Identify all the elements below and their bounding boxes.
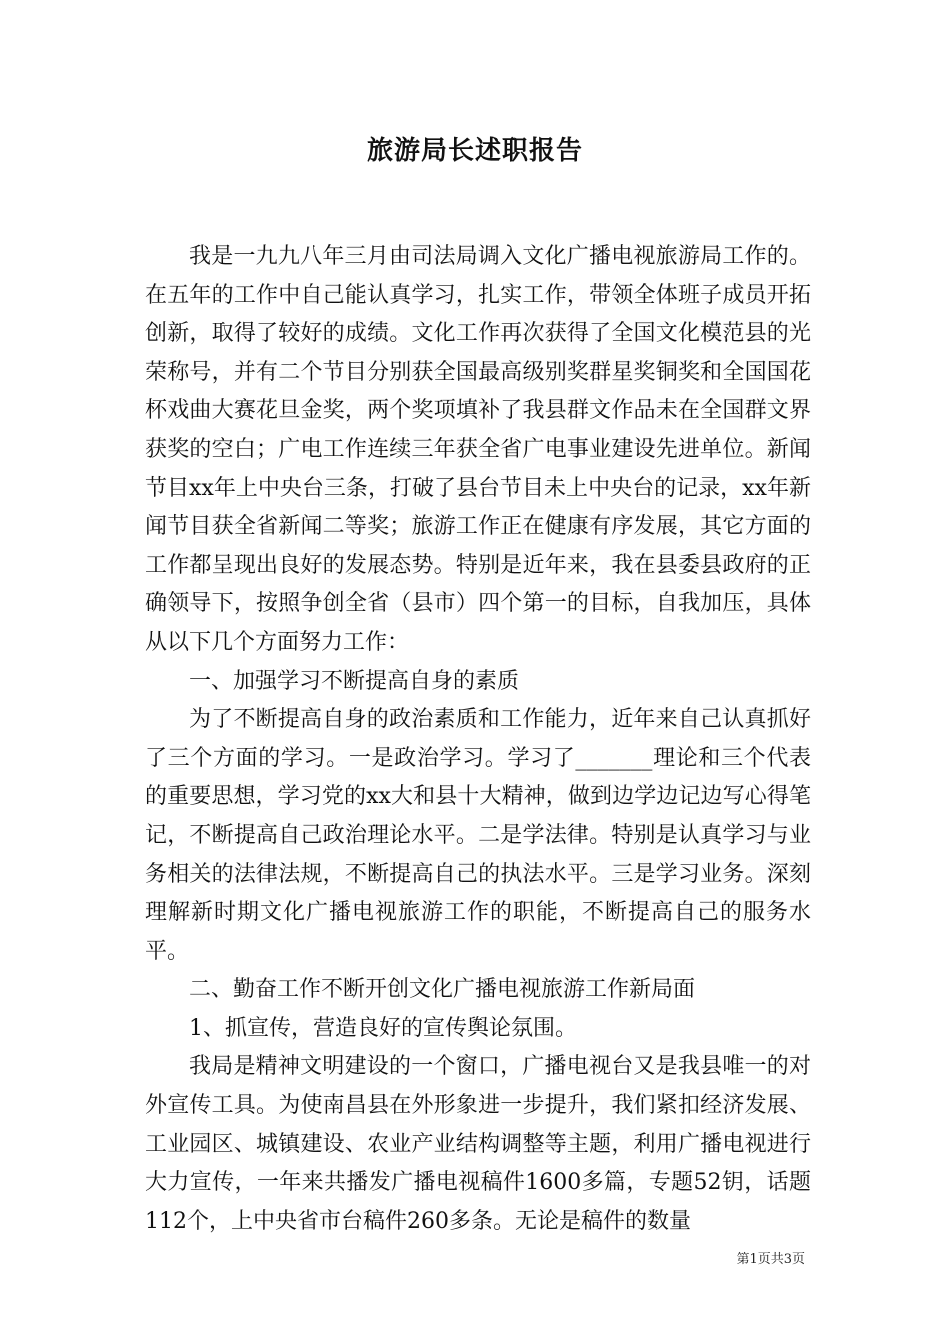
document-title: 旅游局长述职报告	[366, 136, 583, 166]
subsection-heading-1: 1、抓宣传，营造良好的宣传舆论氛围。	[189, 1015, 577, 1041]
paragraph-intro: 我是一九九八年三月由司法局调入文化广播电视旅游局工作的。在五年的工作中自己能认真学习，扎实工作，带领全体班子成员开拓创新，取得了较好的成绩。文化工作再次获得了全国文化模范县的光荣称号，并有二个节目分别获全国最高级别奖群星奖铜奖和全国国花杯戏曲大赛花旦金奖，两个奖项填补了我县群文作品未在全国群文界获奖的空白；广电工作连续三年获全省广电事业建设先进单位。新闻节目xx年上中央台三条，打破了县台节目未上中央台的记录，xx年新闻节目获全省新闻二等奖；旅游工作正在健康有序发展，其它方面的工作都呈现出良好的发展态势。特别是近年来，我在县委县政府的正确领导下，按照争创全省（县市）四个第一的目标，自我加压，具体从以下几个方面努力工作：	[145, 244, 811, 655]
paragraph-study: 为了不断提高自身的政治素质和工作能力，近年来自己认真抓好了三个方面的学习。一是政治学习。学习了_______理论和三个代表的重要思想，学习党的xx大和县十大精神，做到边学边记边写心得笔记，不断提高自己政治理论水平。二是学法律。特别是认真学习与业务相关的法律法规，不断提高自己的执法水平。三是学习业务。深刻理解新时期文化广播电视旅游工作的职能，不断提高自己的服务水平。	[145, 707, 811, 964]
paragraph-publicity: 我局是精神文明建设的一个窗口，广播电视台又是我县唯一的对外宣传工具。为使南昌县在外形象进一步提升，我们紧扣经济发展、工业园区、城镇建设、农业产业结构调整等主题，利用广播电视进行大力宣传，一年来共播发广播电视稿件1600多篇，专题52钥，话题112个，上中央省市台稿件260多条。无论是稿件的数量	[145, 1054, 811, 1234]
section-heading-2: 二、勤奋工作不断开创文化广播电视旅游工作新局面	[189, 977, 696, 1003]
section-heading-1: 一、加强学习不断提高自身的素质	[189, 668, 520, 694]
page-number: 第1页共3页	[736, 1252, 805, 1267]
document-body	[145, 238, 811, 1241]
